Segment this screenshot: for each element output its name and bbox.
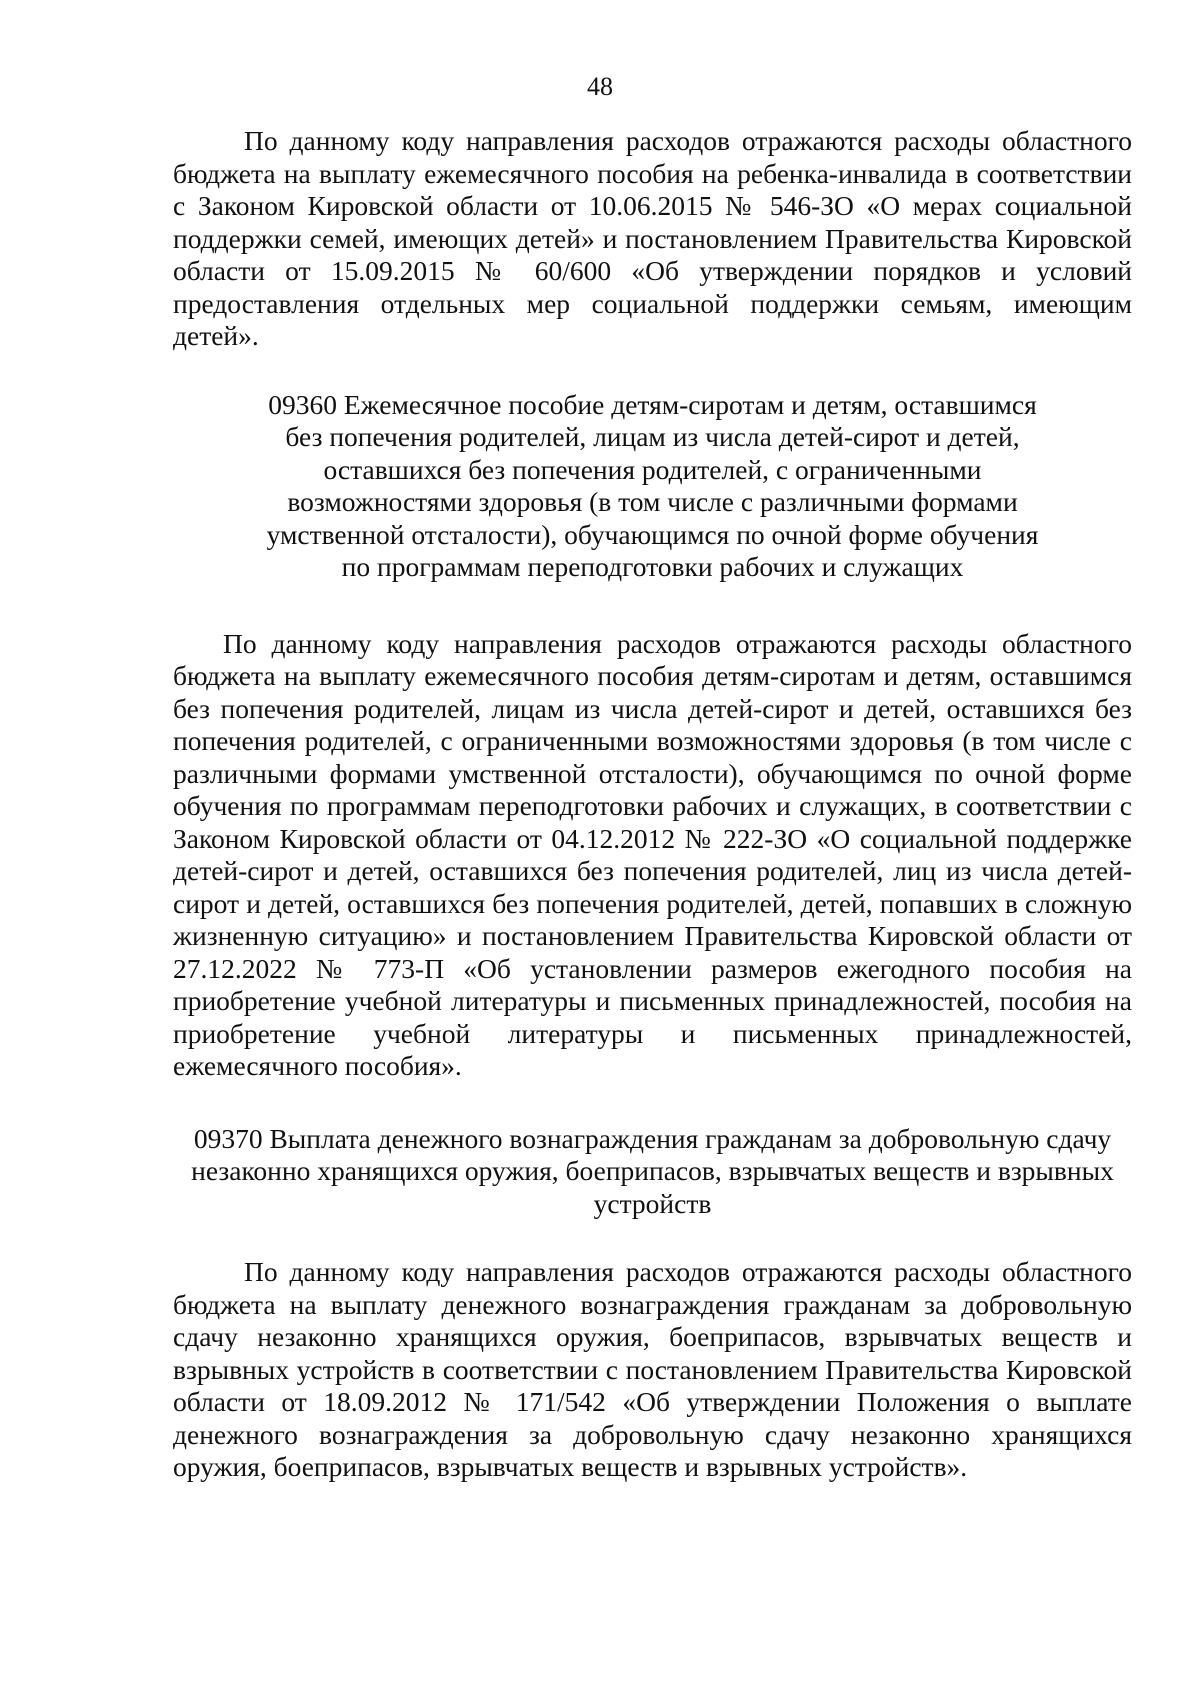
heading-line: возможностями здоровья (в том числе с различными формами [287, 486, 1018, 517]
paragraph-orphan-monthly-benefit: По данному коду направления расходов отражаются расходы областного бюджета на выплату ежемесячного пособия детям-сиротам и детям, оставшимся без попечения родителей, лицам из числа детей-сирот и детей, оставшихся без попечения родителей, с ограниченными возможностями здоровья (в том числе с различными формами умственной отсталости), обучающимся по очной форме обучения по программам переподготовки рабочих и служащих, в соответствии с Законом Кировской области от 04.12.2012 № 222-ЗО «О социальной поддержке детей-сирот и детей, оставшихся без попечения родителей, лиц из числа детей-сирот и детей, оставшихся без попечения родителей, детей, попавших в сложную жизненную ситуацию» и постановлением Правительства Кировской области от 27.12.2022 № 773-П «Об установлении размеров ежегодного пособия на приобретение учебной литературы и письменных принадлежностей, пособия на приобретение учебной литературы и письменных принадлежностей, ежемесячного пособия». [173, 627, 1132, 1081]
heading-line: 09370 Выплата денежного вознаграждения гражданам за добровольную сдачу [193, 1122, 1112, 1154]
heading-line: незаконно хранящихся оружия, боеприпасов, взрывчатых веществ и взрывных [191, 1155, 1114, 1186]
document-body [173, 125, 1132, 1484]
paragraph-disabled-child-benefit: По данному коду направления расходов отражаются расходы областного бюджета на выплату ежемесячного пособия на ребенка-инвалида в соответствии с Законом Кировской области от 10.06.2015 № 546-ЗО «О мерах социальной поддержки семей, имеющих детей» и постановлением Правительства Кировской области от 15.09.2015 № 60/600 «Об утверждении порядков и условий предоставления отдельных мер социальной поддержки семьям, имеющим детей». [173, 125, 1132, 351]
heading-line: устройств [593, 1187, 712, 1219]
heading-line: по программам переподготовки рабочих и служащих [341, 551, 964, 582]
heading-line: оставшихся без попечения родителей, с ограниченными [323, 453, 982, 485]
heading-line: 09360 Ежемесячное пособие детям-сиротам и детям, оставшимся [268, 388, 1037, 420]
section-heading-09370 [173, 1123, 1132, 1221]
section-heading-09360 [173, 389, 1132, 584]
page-number: 48 [587, 72, 613, 101]
paragraph-weapons-surrender-reward: По данному коду направления расходов отражаются расходы областного бюджета на выплату денежного вознаграждения гражданам за добровольную сдачу незаконно хранящихся оружия, боеприпасов, взрывчатых веществ и взрывных устройств в соответствии с постановлением Правительства Кировской области от 18.09.2012 № 171/542 «Об утверждении Положения о выплате денежного вознаграждения за добровольную сдачу незаконно хранящихся оружия, боеприпасов, взрывчатых веществ и взрывных устройств». [173, 1256, 1132, 1482]
heading-line: умственной отсталости), обучающимся по очной форме обучения [266, 518, 1039, 550]
heading-line: без попечения родителей, лицам из числа детей-сирот и детей, [285, 421, 1020, 452]
